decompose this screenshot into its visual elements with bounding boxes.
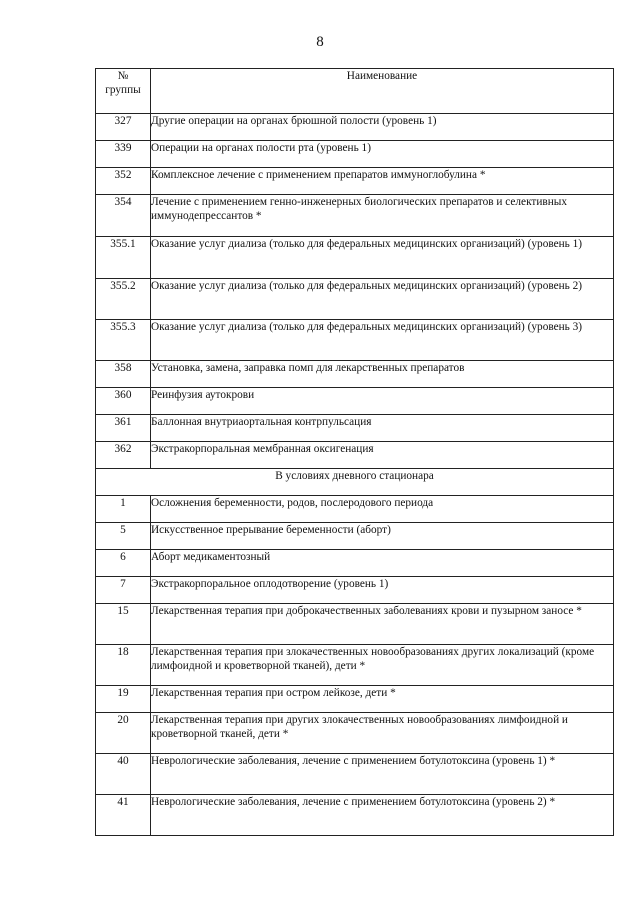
group-name: Лекарственная терапия при доброкачественных заболеваниях крови и пузырном заносе * [151, 604, 614, 645]
table-row [96, 604, 614, 645]
group-number: 355.2 [96, 279, 151, 320]
table-row [96, 496, 614, 523]
table-row [96, 795, 614, 836]
group-number: 361 [96, 415, 151, 442]
group-name: Лекарственная терапия при других злокачественных новообразованиях лимфоидной и кроветворной тканей, дети * [151, 713, 614, 754]
table-header-row [96, 69, 614, 114]
group-number: 358 [96, 361, 151, 388]
table-row [96, 141, 614, 168]
group-name: Аборт медикаментозный [151, 550, 614, 577]
group-name: Реинфузия аутокрови [151, 388, 614, 415]
group-name: Лекарственная терапия при остром лейкозе, дети * [151, 686, 614, 713]
group-name: Оказание услуг диализа (только для федеральных медицинских организаций) (уровень 1) [151, 237, 614, 279]
group-number: 360 [96, 388, 151, 415]
table-row [96, 195, 614, 237]
group-number: 352 [96, 168, 151, 195]
group-number: 327 [96, 114, 151, 141]
table-row [96, 361, 614, 388]
group-name: Оказание услуг диализа (только для федеральных медицинских организаций) (уровень 3) [151, 320, 614, 361]
section-title: В условиях дневного стационара [96, 469, 614, 496]
group-name: Баллонная внутриаортальная контрпульсация [151, 415, 614, 442]
group-name: Осложнения беременности, родов, послеродового периода [151, 496, 614, 523]
group-number: 1 [96, 496, 151, 523]
group-name: Неврологические заболевания, лечение с применением ботулотоксина (уровень 2) * [151, 795, 614, 836]
name-header: Наименование [151, 69, 614, 114]
group-name: Установка, замена, заправка помп для лекарственных препаратов [151, 361, 614, 388]
table-row [96, 577, 614, 604]
table-row [96, 442, 614, 469]
table-row [96, 550, 614, 577]
table-row [96, 523, 614, 550]
group-number: 20 [96, 713, 151, 754]
table-row [96, 279, 614, 320]
table-row [96, 114, 614, 141]
group-number: 5 [96, 523, 151, 550]
table-row [96, 713, 614, 754]
group-name: Экстракорпоральное оплодотворение (уровень 1) [151, 577, 614, 604]
group-number: 41 [96, 795, 151, 836]
groups-table [95, 68, 614, 836]
group-number: 40 [96, 754, 151, 795]
table-row [96, 415, 614, 442]
group-number: 339 [96, 141, 151, 168]
group-number-header [96, 69, 151, 114]
group-name: Неврологические заболевания, лечение с применением ботулотоксина (уровень 1) * [151, 754, 614, 795]
table-row [96, 754, 614, 795]
group-name: Экстракорпоральная мембранная оксигенация [151, 442, 614, 469]
group-name: Операции на органах полости рта (уровень 1) [151, 141, 614, 168]
group-number: 355.3 [96, 320, 151, 361]
group-name: Лечение с применением генно-инженерных биологических препаратов и селективных иммунодепрессантов * [151, 195, 614, 237]
group-number: 362 [96, 442, 151, 469]
group-name: Другие операции на органах брюшной полости (уровень 1) [151, 114, 614, 141]
group-name: Оказание услуг диализа (только для федеральных медицинских организаций) (уровень 2) [151, 279, 614, 320]
group-name: Искусственное прерывание беременности (аборт) [151, 523, 614, 550]
table-row [96, 320, 614, 361]
table-row [96, 388, 614, 415]
table-row [96, 645, 614, 686]
group-name: Комплексное лечение с применением препаратов иммуноглобулина * [151, 168, 614, 195]
group-name: Лекарственная терапия при злокачественных новообразованиях других локализаций (кроме лимфоидной и кроветворной тканей), дети * [151, 645, 614, 686]
section-row [96, 469, 614, 496]
page-number: 8 [316, 34, 324, 50]
group-number: 6 [96, 550, 151, 577]
group-number: 19 [96, 686, 151, 713]
group-number-header-symbol: № [117, 70, 129, 82]
group-number: 15 [96, 604, 151, 645]
group-number: 355.1 [96, 237, 151, 279]
group-number-header-word: группы [105, 84, 141, 96]
table-row [96, 168, 614, 195]
table-row [96, 686, 614, 713]
group-number: 354 [96, 195, 151, 237]
table-row [96, 237, 614, 279]
group-number: 18 [96, 645, 151, 686]
group-number: 7 [96, 577, 151, 604]
